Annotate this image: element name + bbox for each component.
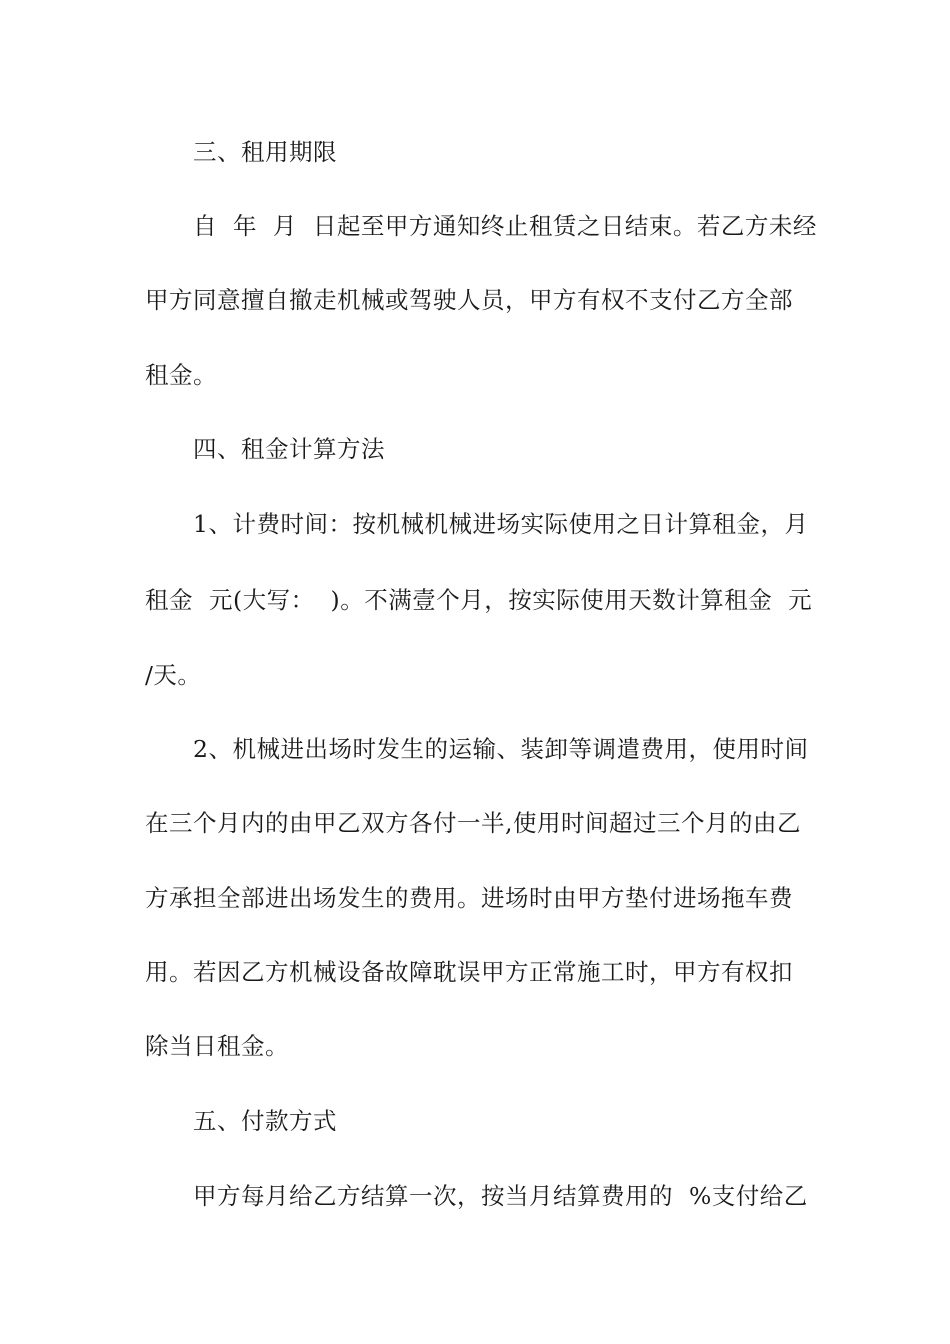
paragraph-line: /天。 <box>145 661 202 689</box>
paragraph-line: 自 年 月 日起至甲方通知终止租赁之日结束。若乙方未经 <box>193 212 817 240</box>
paragraph-line: 甲方同意擅自撤走机械或驾驶人员，甲方有权不支付乙方全部 <box>145 286 793 314</box>
paragraph-line: 除当日租金。 <box>145 1032 289 1060</box>
paragraph-line: 租金 元(大写： )。不满壹个月，按实际使用天数计算租金 元 <box>145 586 813 614</box>
paragraph-line: 方承担全部进出场发生的费用。进场时由甲方垫付进场拖车费 <box>145 884 793 912</box>
paragraph-line: 2、机械进出场时发生的运输、装卸等调遣费用，使用时间 <box>193 735 809 763</box>
paragraph-line: 租金。 <box>145 361 217 389</box>
paragraph-line: 在三个月内的由甲乙双方各付一半,使用时间超过三个月的由乙 <box>145 809 801 837</box>
section-heading-lease-term: 三、租用期限 <box>193 138 337 166</box>
paragraph-line: 甲方每月给乙方结算一次，按当月结算费用的 %支付给乙 <box>193 1182 808 1210</box>
section-heading-rent-calculation: 四、租金计算方法 <box>193 435 385 463</box>
paragraph-line: 用。若因乙方机械设备故障耽误甲方正常施工时，甲方有权扣 <box>145 958 793 986</box>
paragraph-line: 1、计费时间：按机械机械进场实际使用之日计算租金，月 <box>193 510 809 538</box>
section-heading-payment: 五、付款方式 <box>193 1107 337 1135</box>
